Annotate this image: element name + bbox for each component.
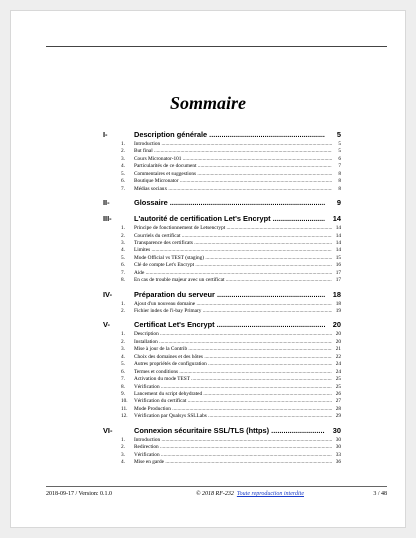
toc-section-page: 18 — [332, 289, 341, 299]
toc-item[interactable] — [103, 331, 341, 338]
toc-section — [103, 197, 341, 213]
toc-item-number: 7. — [121, 376, 125, 383]
toc-item-title: Aide ..... — [134, 270, 332, 277]
toc-item-number: 6. — [121, 368, 125, 375]
toc-section-number: VI- — [103, 425, 113, 435]
toc-item-page: 7 — [338, 163, 341, 170]
toc-item-page: 14 — [335, 232, 341, 239]
toc-item-number: 7. — [121, 269, 125, 276]
document-page — [11, 11, 405, 527]
toc-item-title: Mode Production ..... — [134, 406, 332, 413]
toc-section — [103, 289, 341, 320]
toc-item-list — [103, 140, 341, 197]
page-footer — [46, 491, 387, 501]
toc-item-number: 11. — [121, 405, 128, 412]
toc-item[interactable] — [103, 141, 341, 148]
footer-date-version: 2018-09-17 / Version: 0.1.0 — [46, 491, 113, 497]
toc-item-list — [103, 330, 341, 424]
toc-item-number: 5. — [121, 254, 125, 261]
toc-item[interactable] — [103, 156, 341, 163]
header-rule — [46, 46, 387, 47]
toc-item-title: Vérification par Qualsys SSLLabs ..... — [134, 413, 332, 420]
toc-item-number: 2. — [121, 444, 125, 451]
toc-section-title: L'autorité de certification Let's Encrypt ..... — [134, 213, 325, 224]
toc-item-title: Autres propriétés de configuration ..... — [134, 361, 332, 368]
toc-item-title: Mode Official vs TEST (staging) ..... — [134, 255, 332, 262]
toc-section-heading[interactable] — [103, 213, 341, 224]
toc-section — [103, 425, 341, 471]
toc-section-heading[interactable] — [103, 289, 341, 300]
toc-item[interactable] — [103, 178, 341, 185]
toc-item-number: 5. — [121, 361, 125, 368]
toc-item-page: 14 — [335, 225, 341, 232]
toc-item-number: 5. — [121, 170, 125, 177]
toc-section-number: III- — [103, 214, 112, 224]
toc-item-page: 17 — [335, 277, 341, 284]
toc-item-number: 4. — [121, 247, 125, 254]
toc-item[interactable] — [103, 148, 341, 155]
toc-item-number: 6. — [121, 178, 125, 185]
toc-item-list — [103, 224, 341, 289]
toc-item[interactable] — [103, 398, 341, 405]
toc-item-page: 15 — [335, 254, 341, 261]
toc-section-page: 9 — [336, 198, 341, 208]
toc-section — [103, 129, 341, 197]
toc-item-number: 4. — [121, 459, 125, 465]
toc-section-page: 30 — [332, 425, 341, 435]
toc-item-page: 29 — [335, 413, 341, 420]
toc-item-title: Commentaires et suggestions ..... — [134, 171, 332, 178]
toc-item-page: 21 — [335, 346, 341, 353]
footer-link[interactable]: Toute reproduction interdite — [236, 491, 304, 497]
toc-item-title: Ajout d'un nouveau domaine ..... — [134, 301, 332, 308]
toc-item-page: 20 — [335, 331, 341, 338]
toc-item-title: Limites ..... — [134, 247, 332, 254]
toc-item-list — [103, 300, 341, 320]
copyright-text: © 2018 RF-232 — [196, 491, 234, 497]
toc-item-number: 3. — [121, 451, 125, 458]
toc-item-title: Vérification du certificat ..... — [134, 398, 332, 405]
toc-item[interactable] — [103, 444, 341, 451]
toc-item-title: Description ..... — [134, 331, 332, 338]
toc-item-page: 25 — [335, 383, 341, 390]
toc-item-number: 1. — [121, 436, 125, 443]
toc-item-page: 19 — [335, 308, 341, 314]
toc-item-number: 2. — [121, 148, 125, 155]
toc-item-number: 2. — [121, 232, 125, 239]
toc-item-title: Termes et conditions ..... — [134, 369, 332, 376]
toc-item[interactable] — [103, 406, 341, 413]
toc-item-number: 8. — [121, 383, 125, 390]
toc-item[interactable] — [103, 452, 341, 459]
toc-item[interactable] — [103, 361, 341, 368]
toc-item-number: 1. — [121, 300, 125, 307]
toc-item-page: 26 — [335, 390, 341, 397]
toc-section-title: Connexion sécuritaire SSL/TLS (https) ..... — [134, 425, 325, 436]
toc-item-number: 1. — [121, 225, 125, 232]
toc-item[interactable] — [103, 171, 341, 178]
toc-item-number: 3. — [121, 346, 125, 353]
table-of-contents — [103, 129, 341, 470]
toc-section-title: Certificat Let's Encrypt ..... — [134, 319, 325, 330]
toc-item-title: Installation ..... — [134, 339, 332, 346]
toc-section-page: 5 — [336, 130, 341, 139]
footer-copyright — [196, 491, 304, 497]
toc-item-page: 30 — [335, 436, 341, 443]
toc-item-title: Mise à jour de la Contrib ..... — [134, 346, 332, 353]
toc-item-page: 36 — [335, 459, 341, 465]
page-title: Sommaire — [169, 93, 246, 113]
toc-item-title: Médias sociaux ..... — [134, 186, 332, 193]
toc-item-title: Choix des domaines et des hôtes ..... — [134, 354, 332, 361]
toc-item-number: 12. — [121, 413, 128, 420]
toc-item-number: 1. — [121, 331, 125, 338]
toc-item-title: But final ..... — [134, 148, 332, 155]
toc-section-number: I- — [103, 130, 108, 139]
toc-item-title: En cas de trouble majeur avec un certificat ..... — [134, 277, 332, 284]
toc-section-number: II- — [103, 198, 110, 208]
toc-item-title: Courriels du certificat ..... — [134, 233, 332, 240]
toc-item[interactable] — [103, 186, 341, 193]
toc-item-title: Introduction ..... — [134, 141, 332, 148]
toc-item-title: Introduction ..... — [134, 437, 332, 444]
toc-item-page: 18 — [335, 300, 341, 307]
toc-item-title: Activation du mode TEST ..... — [134, 376, 332, 383]
toc-section — [103, 213, 341, 289]
toc-item-title: Boutique Micronator ..... — [134, 178, 332, 185]
toc-item[interactable] — [103, 376, 341, 383]
toc-section-number: V- — [103, 320, 110, 330]
toc-item[interactable] — [103, 437, 341, 444]
toc-item[interactable] — [103, 459, 341, 466]
toc-item-number: 1. — [121, 141, 125, 147]
toc-item-page: 28 — [335, 405, 341, 412]
page-number: 3 / 48 — [373, 491, 387, 497]
toc-item[interactable] — [103, 354, 341, 361]
toc-item-title: Cours Micronator-101 ..... — [134, 156, 332, 163]
toc-item-page: 5 — [338, 148, 341, 155]
toc-item-number: 7. — [121, 185, 125, 192]
toc-item-title: Principe de fonctionnement de Letsencrypt ..... — [134, 225, 332, 232]
toc-item-title: Fichier index de l'i-bay Primary ..... — [134, 308, 332, 315]
toc-item-page: 22 — [335, 353, 341, 360]
toc-item-number: 9. — [121, 390, 125, 397]
toc-item[interactable] — [103, 384, 341, 391]
toc-item-number: 4. — [121, 163, 125, 170]
toc-item[interactable] — [103, 277, 341, 284]
toc-item-page: 20 — [335, 338, 341, 345]
toc-item-page: 6 — [338, 155, 341, 162]
toc-section-number: IV- — [103, 289, 113, 299]
toc-section-heading[interactable] — [103, 425, 341, 436]
toc-item-page: 30 — [335, 444, 341, 451]
toc-section-title: Glossaire ..... — [134, 197, 325, 208]
toc-item-page: 5 — [338, 141, 341, 147]
toc-item-page: 24 — [335, 361, 341, 368]
toc-item-title: Mise en garde ..... — [134, 459, 332, 466]
toc-section-page: 14 — [332, 214, 341, 224]
toc-item-list — [103, 436, 341, 471]
toc-item-page: 33 — [335, 451, 341, 458]
footer-rule — [46, 486, 387, 487]
toc-item-title: Vérification ..... — [134, 452, 332, 459]
toc-item-number: 3. — [121, 155, 125, 162]
toc-item-page: 8 — [338, 170, 341, 177]
toc-item-number: 8. — [121, 277, 125, 284]
toc-item[interactable] — [103, 225, 341, 232]
toc-item-page: 16 — [335, 262, 341, 269]
toc-item-number: 2. — [121, 338, 125, 345]
toc-item[interactable] — [103, 339, 341, 346]
toc-item-page: 25 — [335, 376, 341, 383]
toc-item[interactable] — [103, 369, 341, 376]
toc-item-title: Lancement du script dehydrated ..... — [134, 391, 332, 398]
toc-item-number: 4. — [121, 353, 125, 360]
toc-item-title: Redirection ..... — [134, 444, 332, 451]
toc-item-page: 27 — [335, 398, 341, 405]
toc-section-heading[interactable] — [103, 129, 341, 140]
toc-item[interactable] — [103, 346, 341, 353]
toc-item-number: 6. — [121, 262, 125, 269]
toc-section-heading[interactable] — [103, 197, 341, 208]
toc-item[interactable] — [103, 308, 341, 315]
toc-item-title: Vérification ..... — [134, 384, 332, 391]
toc-item-page: 17 — [335, 269, 341, 276]
toc-item-number: 10. — [121, 398, 128, 405]
toc-item-title: Clé de compte Let's Encrypt ..... — [134, 262, 332, 269]
toc-item-title: Transparence des certificats ..... — [134, 240, 332, 247]
toc-item[interactable] — [103, 240, 341, 247]
toc-section-title: Description générale ..... — [134, 129, 325, 140]
toc-item[interactable] — [103, 301, 341, 308]
toc-item-number: 3. — [121, 239, 125, 246]
toc-item-number: 2. — [121, 308, 125, 314]
toc-item-page: 8 — [338, 185, 341, 192]
toc-item[interactable] — [103, 233, 341, 240]
toc-item[interactable] — [103, 247, 341, 254]
toc-item-page: 24 — [335, 368, 341, 375]
toc-item[interactable] — [103, 270, 341, 277]
toc-item[interactable] — [103, 255, 341, 262]
toc-section — [103, 319, 341, 424]
toc-item[interactable] — [103, 262, 341, 269]
toc-item-page: 8 — [338, 178, 341, 185]
toc-item-page: 14 — [335, 239, 341, 246]
toc-item[interactable] — [103, 163, 341, 170]
toc-section-page: 20 — [332, 320, 341, 330]
toc-section-title: Préparation du serveur ..... — [134, 289, 325, 300]
toc-item-page: 14 — [335, 247, 341, 254]
toc-section-heading[interactable] — [103, 319, 341, 330]
toc-item-title: Particularités de ce document ..... — [134, 163, 332, 170]
toc-item[interactable] — [103, 413, 341, 420]
toc-item[interactable] — [103, 391, 341, 398]
